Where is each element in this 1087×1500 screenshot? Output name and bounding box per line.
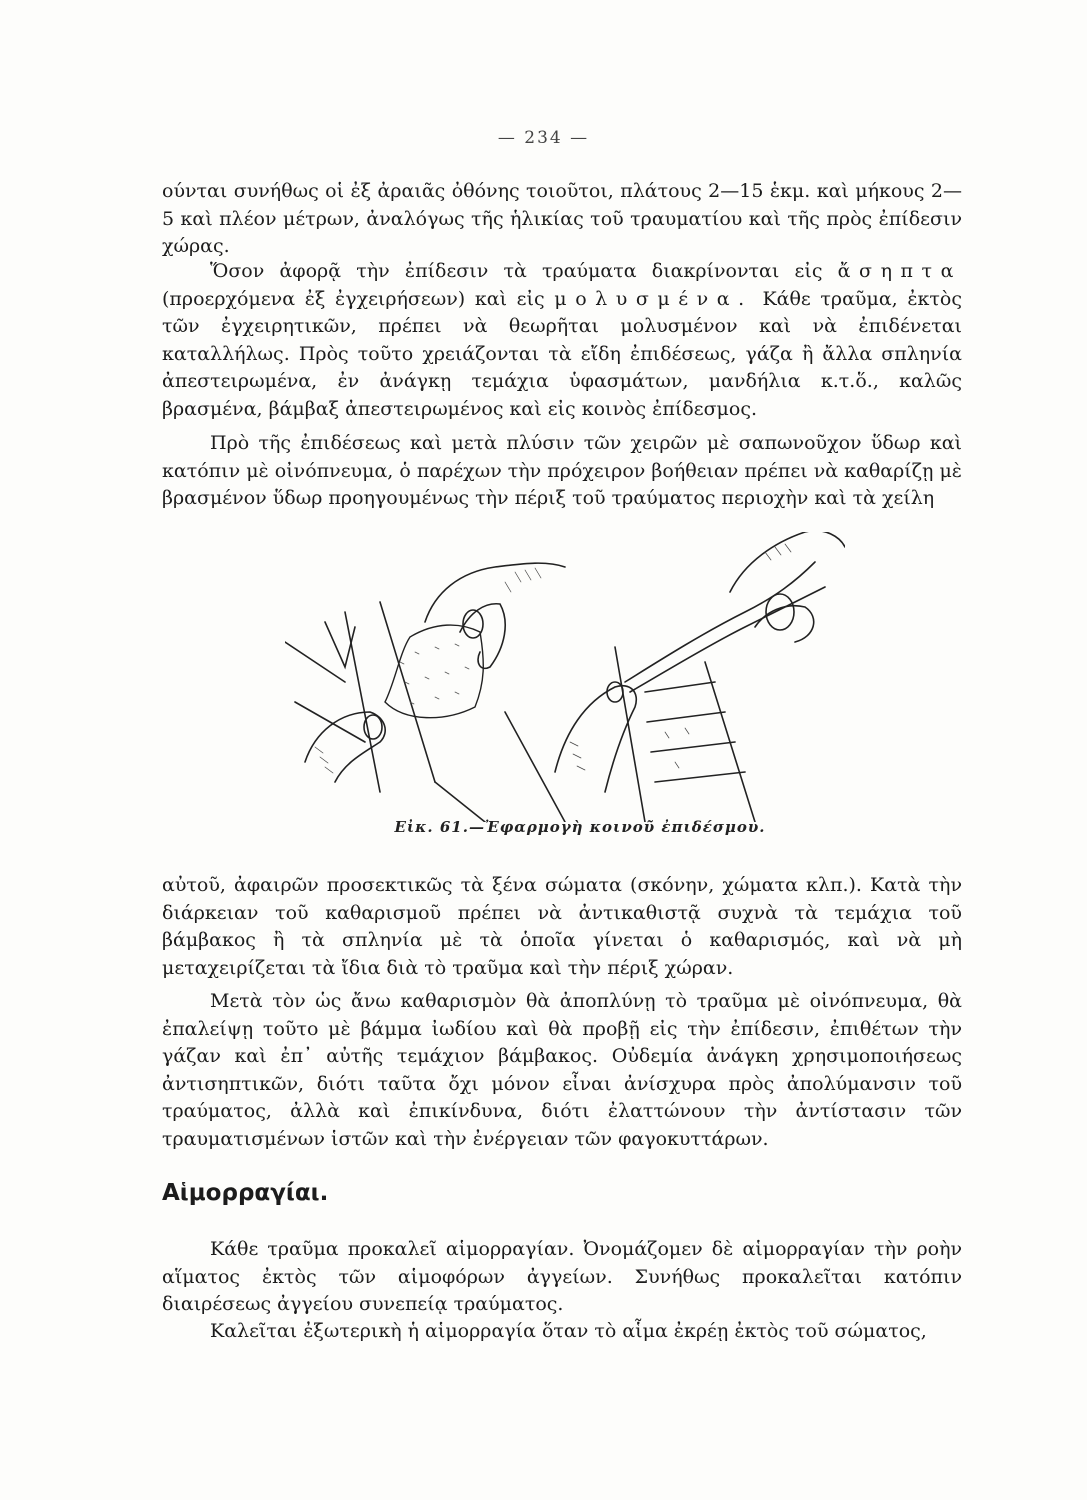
paragraph-removing-foreign-bodies: αὐτοῦ, ἀφαιρῶν προσεκτικῶς τὰ ξένα σώματα (σκόνην, χώματα κλπ.). Κατὰ τὴν διάρκειαν τοῦ καθαρισμοῦ πρέπει νὰ ἀντικαθιστᾷ συχνὰ τὰ τεμάχια τοῦ βάμβακος ἢ τὰ σπληνία μὲ τὰ ὁποῖα γίνεται ὁ καθαρισμός, καὶ νὰ μὴ μεταχειρίζεται τὰ ἴδια διὰ τὸ τραῦμα καὶ τὴν πέριξ χώραν. — [162, 874, 962, 979]
right-bandage-drawing — [555, 532, 845, 822]
bandage-illustration — [285, 532, 845, 822]
paragraph-wound-types — [162, 258, 962, 423]
page-number: — 234 — — [497, 128, 590, 148]
paragraph-bandage-sizes: ούνται συνήθως οἱ ἐξ ἀραιᾶς ὀθόνης τοιοῦτοι, πλάτους 2—15 ἑκμ. καὶ μήκους 2—5 καὶ πλέον μέτρων, ἀναλόγως τῆς ἡλικίας τοῦ τραυματίου καὶ τῆς πρὸς ἐπίδεσιν χώρας. — [162, 180, 962, 257]
term-aseptic: ἄσηπτα — [837, 260, 962, 282]
wound-types-text-a: Ὅσον ἀφορᾷ τὴν ἐπίδεσιν τὰ τραύματα διακρίνονται εἰς — [210, 260, 823, 282]
paragraph-cleaning-before-bandaging: Πρὸ τῆς ἐπιδέσεως καὶ μετὰ πλύσιν τῶν χειρῶν μὲ σαπωνοῦχον ὕδωρ καὶ κατόπιν μὲ οἰνόπνευμα, ὁ παρέχων τὴν πρόχειρον βοήθειαν πρέπει νὰ καθαρίζῃ μὲ βρασμένον ὕδωρ προηγουμένως τὴν πέριξ τοῦ τραύματος περιοχὴν καὶ τὰ χείλη — [162, 432, 962, 509]
paragraph-external-hemorrhage: Καλεῖται ἐξωτερικὴ ἡ αἱμορραγία ὅταν τὸ αἷμα ἐκρέῃ ἐκτὸς τοῦ σώματος, — [210, 1320, 927, 1342]
term-infected: μολυσμένα. — [554, 287, 753, 310]
paragraph-disinfection: Μετὰ τὸν ὡς ἄνω καθαρισμὸν θὰ ἀποπλύνῃ τὸ τραῦμα μὲ οἰνόπνευμα, θὰ ἐπαλείψῃ τοῦτο μὲ βάμμα ἰωδίου καὶ θὰ προβῇ εἰς τὴν ἐπίδεσιν, ἐπιθέτων τὴν γάζαν καὶ ἐπ᾿ αὐτῆς τεμάχιον βάμβακος. Οὐδεμία ἀνάγκη χρησιμοποιήσεως ἀντισηπτικῶν, διότι ταῦτα ὄχι μόνον εἶναι ἀνίσχυρα πρὸς ἀπολύμανσιν τοῦ τραύματος, ἀλλὰ καὶ ἐπικίνδυνα, διότι ἐλαττώνουν τὴν ἀντίστασιν τῶν τραυματισμένων ἱστῶν καὶ τὴν ἐνέργειαν τῶν φαγοκυττάρων. — [162, 990, 962, 1150]
wound-types-text-c: Κάθε τραῦμα, ἐκτὸς τῶν ἐγχειρητικῶν, πρέπει νὰ θεωρῆται μολυσμένον καὶ νὰ ἐπιδένεται καταλλήλως. Πρὸς τοῦτο χρειάζονται τὰ εἴδη ἐπιδέσεως, γάζα ἢ ἄλλα σπληνία ἀπεστειρωμένα, ἐν ἀνάγκῃ τεμάχια ὑφασμάτων, μανδήλια κ.τ.ὅ., καλῶς βρασμένα, βάμβαξ ἀπεστειρωμένος καὶ εἰς κοινὸς ἐπίδεσμος. — [162, 287, 963, 420]
paragraph-hemorrhage-definition: Κάθε τραῦμα προκαλεῖ αἱμορραγίαν. Ὀνομάζομεν δὲ αἱμορραγίαν τὴν ροὴν αἵματος ἐκτὸς τῶν αἱμοφόρων ἀγγείων. Συνήθως προκαλεῖται κατόπιν διαιρέσεως ἀγγείου συνεπείᾳ τραύματος. — [162, 1238, 962, 1315]
left-forearm-drawing — [285, 563, 565, 822]
wound-types-text-b: (προερχόμενα ἐξ ἐγχειρήσεων) καὶ εἰς — [162, 287, 545, 310]
figure-caption: Εἰκ. 61.—Ἐφαρμογὴ κοινοῦ ἐπιδέσμου. — [394, 818, 766, 836]
section-heading-hemorrhages: Αἱμορραγίαι. — [162, 1180, 329, 1206]
bandage-application-figure — [285, 532, 845, 836]
